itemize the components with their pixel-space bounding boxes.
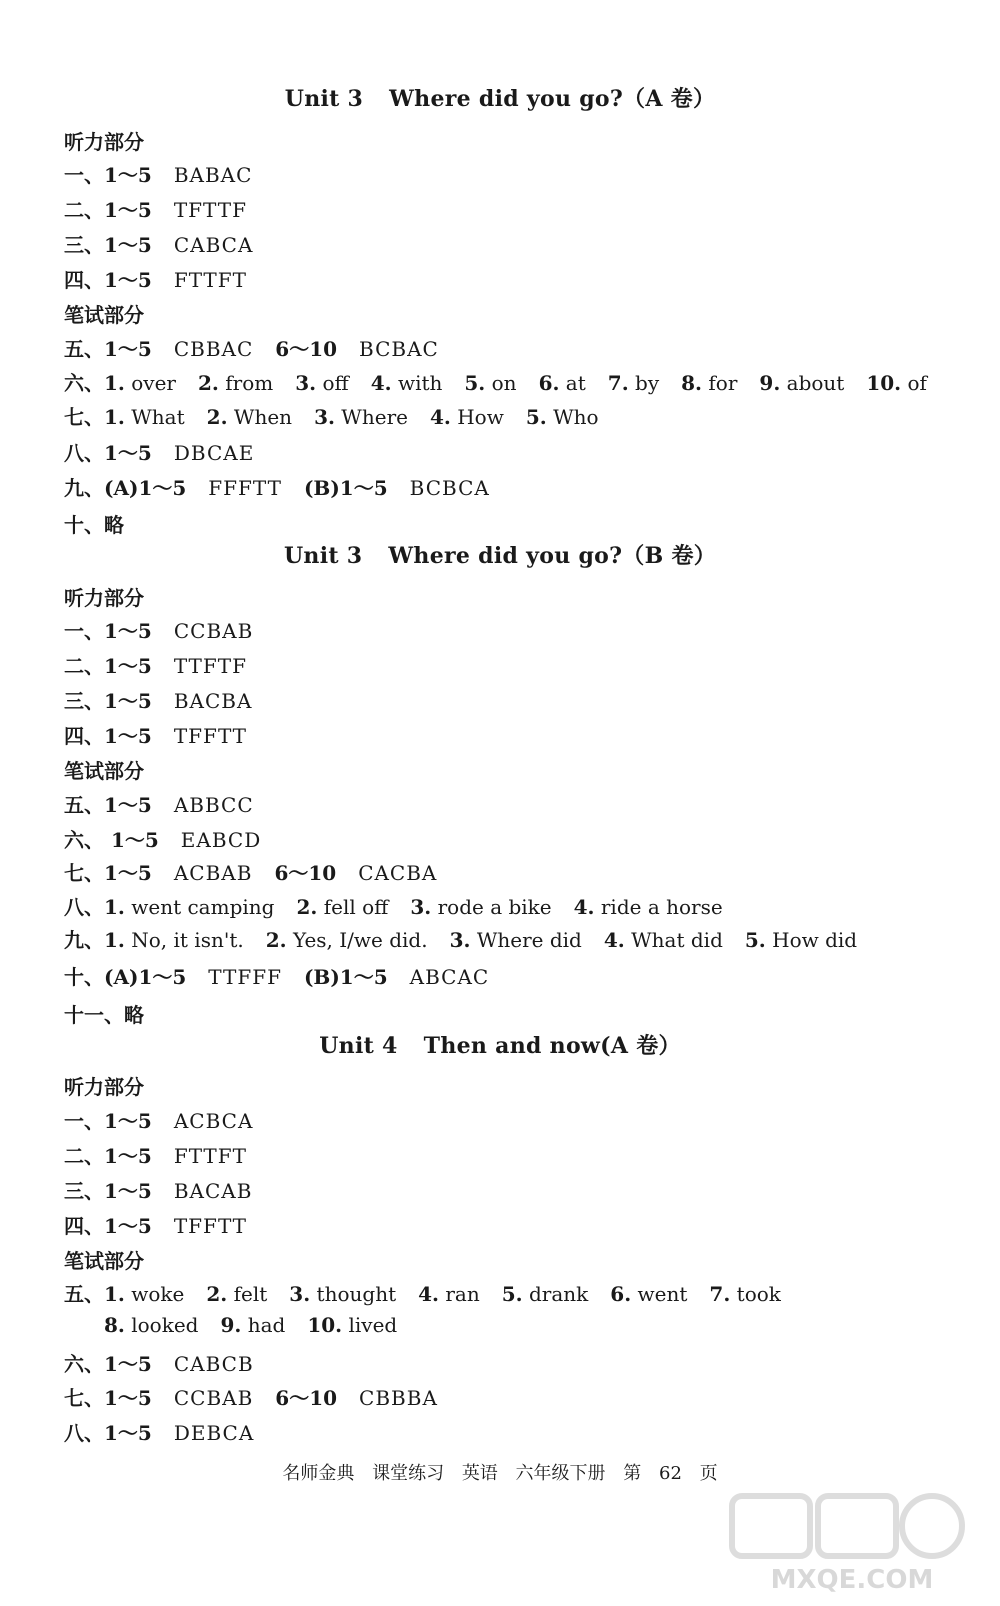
answer-line: 八、1. went camping 2. fell off 3. rode a bike 4. ride a horse (64, 895, 723, 919)
answer-item: 8. for (681, 371, 738, 395)
answer-item: 5. Who (525, 405, 599, 429)
written-heading: 笔试部分 (64, 1249, 144, 1273)
answer-line: 十一、略 (64, 1003, 144, 1027)
answer-item: 4. with (370, 371, 443, 395)
listening-heading: 听力部分 (64, 1075, 144, 1099)
answer-line: 七、1～5 CCBAB 6～10 CBBBA (64, 1386, 438, 1410)
answer-line: 九、1. No, it isn't. 2. Yes, I/we did. 3. Where did 4. What did 5. How did (64, 928, 858, 952)
answer-line: 五、1～5 ABBCC (64, 793, 254, 817)
page-footer: 名师金典 课堂练习 英语 六年级下册 第 62 页 (282, 1463, 718, 1484)
answer-line: 一、1～5 CCBAB (64, 619, 254, 643)
answer-item: 3. thought (289, 1282, 397, 1306)
answer-line: 三、1～5 BACBA (64, 689, 253, 713)
answer-line: 十、(A)1～5 TTFFF (B)1～5 ABCAC (64, 965, 490, 989)
answer-line: 六、1～5 CABCB (64, 1352, 254, 1376)
unit3-a-title: Unit 3 Where did you go?（A 卷） (284, 86, 716, 112)
answer-line: 三、1～5 CABCA (64, 233, 254, 257)
answer-item: 1. What (104, 405, 185, 429)
answer-item: 2. fell off (296, 895, 389, 919)
answer-item: 9. about (759, 371, 845, 395)
answer-item: 7. by (607, 371, 660, 395)
answer-line: 二、1～5 FTTFT (64, 1144, 247, 1168)
answer-line: 五、1. woke 2. felt 3. thought 4. ran 5. drank 6. went 7. took (64, 1282, 781, 1306)
answer-item: 8. looked (104, 1313, 199, 1337)
answer-item: 3. rode a bike (410, 895, 552, 919)
answer-item: 6. went (610, 1282, 688, 1306)
mxqe-watermark-logo (722, 1488, 982, 1598)
watermark-text: MXQE.COM (770, 1565, 934, 1595)
answer-item: 4. How (429, 405, 504, 429)
answer-item: 2. from (197, 371, 274, 395)
answer-line: 十、略 (64, 513, 124, 537)
answer-item: 3. Where (314, 405, 408, 429)
written-heading: 笔试部分 (64, 303, 144, 327)
answer-item: 6. at (538, 371, 586, 395)
answer-line: 二、1～5 TFTTF (64, 198, 247, 222)
answer-line: 七、1～5 ACBAB 6～10 CACBA (64, 861, 438, 885)
unit4-a-title: Unit 4 Then and now(A 卷） (319, 1033, 681, 1059)
answer-item: 1. No, it isn't. (104, 928, 244, 952)
written-heading: 笔试部分 (64, 759, 144, 783)
answer-line: 四、1～5 FTTFT (64, 268, 247, 292)
answer-line: 一、1～5 BABAC (64, 163, 253, 187)
answer-line-continued (104, 1313, 397, 1337)
answer-line: 九、(A)1～5 FFFTT (B)1～5 BCBCA (64, 476, 490, 500)
answer-line: 二、1～5 TTFTF (64, 654, 247, 678)
unit3-b-title: Unit 3 Where did you go?（B 卷） (283, 543, 717, 569)
answer-line: 四、1～5 TFFTT (64, 724, 247, 748)
answer-item: 9. had (220, 1313, 286, 1337)
answer-line: 五、1～5 CBBAC 6～10 BCBAC (64, 337, 439, 361)
answer-line: 八、1～5 DEBCA (64, 1421, 255, 1445)
answer-line: 七、1. What 2. When 3. Where 4. How 5. Who (64, 405, 599, 429)
answer-item: 3. off (295, 371, 349, 395)
answer-item: 4. ran (418, 1282, 480, 1306)
listening-heading: 听力部分 (64, 586, 144, 610)
answer-line: 三、1～5 BACAB (64, 1179, 253, 1203)
answer-item: 1. went camping (104, 895, 275, 919)
answer-item: 4. ride a horse (573, 895, 723, 919)
answer-item: 2. When (206, 405, 293, 429)
answer-line: 八、1～5 DBCAE (64, 441, 255, 465)
answer-item: 5. on (464, 371, 517, 395)
answer-item: 2. Yes, I/we did. (265, 928, 428, 952)
answer-item: 3. Where did (449, 928, 582, 952)
answer-item: 10. of (866, 371, 927, 395)
answer-line: 六、 1～5 EABCD (64, 828, 262, 852)
answer-line: 六、1. over 2. from 3. off 4. with 5. on 6. at 7. by 8. for 9. about 10. of (64, 371, 927, 395)
answer-item: 10. lived (307, 1313, 398, 1337)
answer-item: 5. drank (501, 1282, 589, 1306)
answer-line: 一、1～5 ACBCA (64, 1109, 254, 1133)
answer-item: 1. over (104, 371, 176, 395)
answer-item: 2. felt (206, 1282, 268, 1306)
listening-heading: 听力部分 (64, 130, 144, 154)
answer-item: 7. took (709, 1282, 781, 1306)
answer-item: 1. woke (104, 1282, 185, 1306)
answer-item: 5. How did (744, 928, 858, 952)
answer-item: 4. What did (603, 928, 723, 952)
answer-line: 四、1～5 TFFTT (64, 1214, 247, 1238)
